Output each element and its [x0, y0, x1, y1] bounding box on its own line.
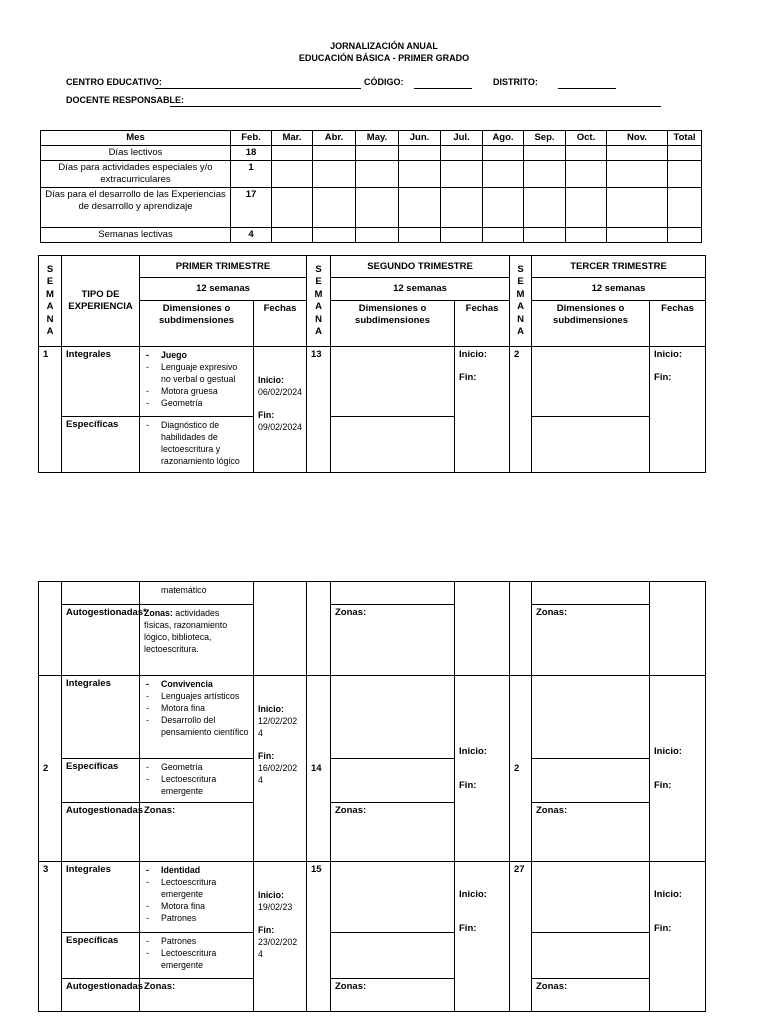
fin-label: Fin:: [258, 751, 275, 761]
docente-label: DOCENTE RESPONSABLE:: [66, 95, 185, 105]
inicio-label: Inicio:: [654, 889, 682, 900]
month-header: Total: [668, 131, 702, 146]
week-number: 2: [510, 347, 532, 473]
dimensions-cell: [140, 759, 254, 803]
dimensions-cell: [140, 417, 254, 473]
month-header: Abr.: [313, 131, 356, 146]
tipo-header: TIPO DE EXPERIENCIA: [62, 256, 140, 347]
dimension-item: - Geometría: [144, 761, 249, 773]
codigo-field[interactable]: [414, 88, 472, 89]
fin-date: 23/02/2024: [258, 937, 298, 959]
dim-header: Dimensiones o subdimensiones: [331, 301, 455, 347]
row-label: Semanas lectivas: [41, 228, 231, 243]
row-label: Días para el desarrollo de las Experiencias de desarrollo y aprendizaje: [41, 188, 231, 228]
dimensions-cell: [140, 933, 254, 979]
dates-cell: [455, 347, 510, 473]
fin-label: Fin:: [459, 779, 477, 791]
dates-cell: [650, 676, 706, 862]
zonas-label: Zonas:: [140, 979, 254, 1012]
row-label: Días lectivos: [41, 146, 231, 161]
inicio-label: Inicio:: [258, 890, 284, 900]
trimestre-3-header: TERCER TRIMESTRE: [532, 256, 706, 278]
dimensions-cell: [532, 676, 650, 759]
dimension-item: - Identidad: [144, 864, 249, 876]
week-number: 1: [39, 347, 62, 473]
type-autogestionadas: Autogestionadas: [62, 979, 140, 1012]
inicio-label: Inicio:: [258, 375, 284, 385]
dates-cell: [254, 347, 307, 473]
month-header: Jul.: [441, 131, 483, 146]
month-header: Ago.: [483, 131, 524, 146]
zonas-label: Zonas:: [140, 803, 254, 862]
months-row: [41, 188, 702, 228]
zonas-label: Zonas:: [532, 979, 650, 1012]
dimensions-cell: [140, 347, 254, 417]
semanas-count: 12 semanas: [331, 278, 510, 301]
semana-header: S E M A N A: [307, 256, 331, 347]
trimestre-1-header: PRIMER TRIMESTRE: [140, 256, 307, 278]
zonas-label: Zonas:: [144, 608, 173, 618]
week-number: 2: [39, 676, 62, 862]
week-number: 15: [307, 862, 331, 1012]
dimension-item: - Diagnóstico de habilidades de lectoescritura y razonamiento lógico: [144, 419, 249, 467]
feb-value: 4: [231, 228, 272, 243]
fin-date: 16/02/2024: [258, 763, 298, 785]
dimension-item: - Desarrollo del pensamiento científico: [144, 714, 249, 738]
distrito-field[interactable]: [558, 88, 616, 89]
dimensions-cell: [331, 676, 455, 759]
months-row: [41, 161, 702, 188]
months-table: [40, 130, 702, 243]
type-integrales: Integrales: [62, 676, 140, 759]
dates-cell: [254, 862, 307, 1012]
semanas-count: 12 semanas: [140, 278, 307, 301]
zonas-label: Zonas:: [331, 803, 455, 862]
dates-cell: [650, 862, 706, 1012]
fechas-header: Fechas: [650, 301, 706, 347]
dimensions-cell: [331, 759, 455, 803]
dimensions-cell: [331, 347, 455, 417]
fechas-header: Fechas: [254, 301, 307, 347]
dates-cell: [650, 347, 706, 473]
dimensions-cell: [331, 417, 455, 473]
fin-label: Fin:: [258, 925, 275, 935]
centro-field[interactable]: [155, 88, 361, 89]
feb-value: 17: [231, 188, 272, 228]
dimension-item: - Motora fina: [144, 702, 249, 714]
zonas-label: Zonas:: [532, 605, 650, 676]
dimension-item: - Lenguaje expresivo no verbal o gestual: [144, 361, 249, 385]
dimensions-cell: [532, 759, 650, 803]
week-number: 14: [307, 676, 331, 862]
semanas-count: 12 semanas: [532, 278, 706, 301]
zonas-cell: [140, 605, 254, 676]
dimension-item: - Lenguajes artísticos: [144, 690, 249, 702]
inicio-date: 12/02/2024: [258, 716, 298, 738]
dimension-item: - Lectoescritura emergente: [144, 947, 249, 971]
dates-cell: [455, 862, 510, 1012]
zonas-label: Zonas:: [331, 979, 455, 1012]
inicio-label: Inicio:: [654, 349, 682, 360]
inicio-label: Inicio:: [459, 745, 487, 757]
document-header: [0, 40, 768, 64]
type-autogestionadas: Autogestionadas: [62, 803, 140, 862]
form-row-centro: [66, 77, 162, 87]
feb-value: 18: [231, 146, 272, 161]
dimension-item: - Motora gruesa: [144, 385, 249, 397]
zonas-label: Zonas:: [331, 605, 455, 676]
inicio-label: Inicio:: [258, 704, 284, 714]
fin-label: Fin:: [258, 410, 275, 420]
dimension-item: - Patrones: [144, 912, 249, 924]
month-header: Feb.: [231, 131, 272, 146]
dimensions-cell: [532, 862, 650, 933]
inicio-label: Inicio:: [459, 889, 487, 900]
month-header: Nov.: [607, 131, 668, 146]
fin-label: Fin:: [654, 779, 672, 791]
inicio-label: Inicio:: [654, 745, 682, 757]
dimensions-cell: [532, 417, 650, 473]
inicio-label: Inicio:: [459, 349, 487, 360]
dim-header: Dimensiones o subdimensiones: [532, 301, 650, 347]
month-header: Jun.: [399, 131, 441, 146]
dimension-item: matemático: [140, 582, 254, 605]
dimensions-cell: [140, 862, 254, 933]
dimensions-cell: [532, 347, 650, 417]
dimension-item: - Patrones: [144, 935, 249, 947]
type-integrales: Integrales: [62, 862, 140, 933]
centro-label: CENTRO EDUCATIVO:: [66, 77, 162, 87]
month-header: Sep.: [524, 131, 566, 146]
dimension-item: - Geometría: [144, 397, 249, 409]
week-number: 3: [39, 862, 62, 1012]
type-autogestionadas: Autogestionadas*: [62, 605, 140, 676]
fin-label: Fin:: [654, 372, 672, 383]
dimension-item: - Convivencia: [144, 678, 249, 690]
codigo-label: CÓDIGO:: [364, 77, 404, 87]
dates-cell: [455, 676, 510, 862]
dim-header: Dimensiones o subdimensiones: [140, 301, 254, 347]
type-especificas: Específicas: [62, 417, 140, 473]
document-subtitle: EDUCACIÓN BÁSICA - PRIMER GRADO: [298, 53, 470, 63]
dimension-item: - Motora fina: [144, 900, 249, 912]
type-integrales: Integrales: [62, 347, 140, 417]
plan-table-2: [38, 581, 706, 1012]
dimensions-cell: [140, 676, 254, 759]
trimestre-2-header: SEGUNDO TRIMESTRE: [331, 256, 510, 278]
inicio-date: 19/02/23: [258, 902, 293, 912]
type-especificas: Específicas: [62, 759, 140, 803]
dimension-item: - Lectoescritura emergente: [144, 876, 249, 900]
type-especificas: Específicas: [62, 933, 140, 979]
fin-label: Fin:: [459, 372, 477, 383]
fin-date: 09/02/2024: [258, 422, 303, 432]
months-row: [41, 146, 702, 161]
plan-table-1: [38, 255, 706, 473]
month-header: Oct.: [566, 131, 607, 146]
week-number: 27: [510, 862, 532, 1012]
row-label: Días para actividades especiales y/o extracurriculares: [41, 161, 231, 188]
fechas-header: Fechas: [455, 301, 510, 347]
month-header: Mar.: [272, 131, 313, 146]
fin-label: Fin:: [459, 923, 477, 934]
semana-header: S E M A N A: [510, 256, 532, 347]
fin-label: Fin:: [654, 923, 672, 934]
semana-header: S E M A N A: [39, 256, 62, 347]
dimensions-cell: [331, 862, 455, 933]
dates-cell: [254, 676, 307, 862]
distrito-label: DISTRITO:: [493, 77, 538, 87]
week-number: 2: [510, 676, 532, 862]
zonas-label: Zonas:: [532, 803, 650, 862]
feb-value: 1: [231, 161, 272, 188]
document-title: JORNALIZACIÓN ANUAL: [330, 41, 438, 51]
month-header: Mes: [41, 131, 231, 146]
dimensions-cell: [532, 933, 650, 979]
dimension-item: - Lectoescritura emergente: [144, 773, 249, 797]
months-row: [41, 228, 702, 243]
zonas-text: actividades físicas, razonamiento lógico, biblioteca, lectoescritura.: [144, 608, 228, 654]
inicio-date: 06/02/2024: [258, 387, 303, 397]
dimension-item: - Juego: [144, 349, 249, 361]
dimensions-cell: [331, 933, 455, 979]
week-number: 13: [307, 347, 331, 473]
months-header-row: [41, 131, 702, 146]
month-header: May.: [356, 131, 399, 146]
docente-field[interactable]: [170, 106, 661, 107]
